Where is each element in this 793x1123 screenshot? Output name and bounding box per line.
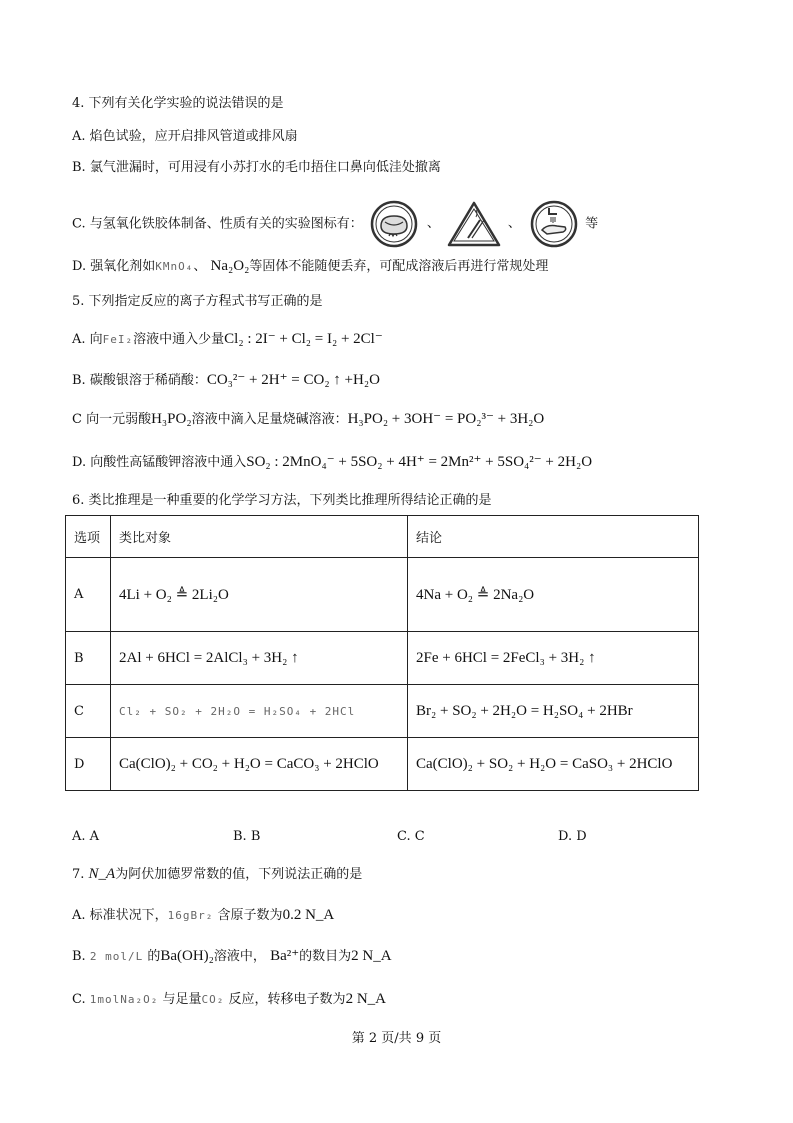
q4-option-d-sep: 、: [193, 259, 207, 274]
q4-stem: 4. 下列有关化学实验的说法错误的是: [72, 96, 284, 111]
q7-option-c: [72, 990, 386, 1009]
ion-ba: Ba²⁺: [270, 948, 300, 964]
row-option: C: [66, 685, 111, 738]
q4-option-c-suffix: 等: [585, 216, 599, 232]
formula-fei2: FeI₂: [102, 333, 134, 346]
q7-option-a-mid: 含原子数为: [217, 908, 283, 923]
q4-option-c: [72, 200, 598, 248]
q7-option-b: [72, 947, 392, 966]
hand-washing-icon: [527, 200, 581, 248]
row-object: 4Li + O₂ ≜ 2Li₂O: [111, 558, 408, 632]
row-conclusion: Ca(ClO)₂ + SO₂ + H₂O = CaSO₃ + 2HClO: [408, 738, 699, 791]
row-object: Ca(ClO)₂ + CO₂ + H₂O = CaCO₃ + 2HClO: [111, 738, 408, 791]
q5-option-c-prefix: C 向一元弱酸: [72, 412, 152, 427]
row-option: B: [66, 632, 111, 685]
q6-option-b: B. B: [233, 829, 261, 844]
table-header-row: [66, 516, 699, 558]
hot-surface-icon: [446, 200, 502, 248]
q6-option-a: A. A: [72, 829, 100, 844]
q5-option-d: [72, 453, 592, 472]
icon-separator-1: 、: [426, 216, 440, 231]
table-row: [66, 738, 699, 791]
formula-h3po2: H₃PO₂: [151, 411, 192, 427]
q7-stem-text: 为阿伏加德罗常数的值，下列说法正确的是: [115, 867, 363, 882]
table-row: [66, 685, 699, 738]
heating-icon: [367, 200, 421, 248]
q4-option-c-prefix: C. 与氢氧化铁胶体制备、性质有关的实验图标有：: [72, 216, 363, 232]
q7-option-b-prefix: B.: [72, 949, 86, 964]
q5-option-b-prefix: B. 碳酸银溶于稀硝酸：: [72, 373, 207, 388]
q6-option-d: D. D: [558, 829, 587, 844]
concentration: 2 mol/L: [89, 950, 144, 963]
q4-option-a: A. 焰色试验，应开启排风管道或排风扇: [72, 129, 298, 144]
row-conclusion: 2Fe + 6HCl = 2FeCl₃ + 3H₂ ↑: [408, 632, 699, 685]
q7-option-b-mid2: 溶液中，: [213, 949, 266, 964]
row-option: D: [66, 738, 111, 791]
q7-option-c-prefix: C.: [72, 992, 86, 1007]
q7-stem: [72, 865, 362, 884]
q7-option-a-prefix: A. 标准状况下，: [72, 908, 168, 923]
q5-option-b: [72, 371, 380, 390]
row-object: 2Al + 6HCl = 2AlCl₃ + 3H₂ ↑: [111, 632, 408, 685]
formula-baoh2: Ba(OH)₂: [160, 948, 214, 964]
q7-option-c-mid1: 与足量: [162, 992, 202, 1007]
q7-option-b-mid1: 的: [147, 949, 161, 964]
formula-co2: CO₂: [201, 993, 225, 1006]
q6-option-c: C. C: [397, 829, 425, 844]
q5-option-d-prefix: D. 向酸性高锰酸钾溶液中通入: [72, 455, 247, 470]
q5-stem: 5. 下列指定反应的离子方程式书写正确的是: [72, 294, 323, 309]
q7-option-a: [72, 906, 334, 925]
row-conclusion: Br₂ + SO₂ + 2H₂O = H₂SO₄ + 2HBr: [408, 685, 699, 738]
q5-option-a: [72, 330, 383, 349]
value-c: 2 N_A: [345, 991, 386, 1007]
q4-option-d: [72, 257, 548, 276]
header-option: 选项: [66, 516, 111, 558]
formula-na2o2: Na₂O₂: [210, 258, 250, 274]
header-conclusion: 结论: [408, 516, 699, 558]
q6-stem: 6. 类比推理是一种重要的化学学习方法，下列类比推理所得结论正确的是: [72, 493, 492, 508]
q4-option-d-prefix: D. 强氧化剂如: [72, 259, 156, 274]
symbol-na: N_A: [88, 866, 116, 882]
quantity-br2: 16gBr₂: [167, 909, 214, 922]
q7-option-b-mid3: 的数目为: [299, 949, 352, 964]
row-object: Cl₂ + SO₂ + 2H₂O = H₂SO₄ + 2HCl: [111, 685, 408, 738]
equation-b: CO₃²⁻ + 2H⁺ = CO₂ ↑ +H₂O: [206, 372, 380, 388]
q7-option-c-mid2: 反应，转移电子数为: [228, 992, 346, 1007]
q5-option-a-prefix: A. 向: [72, 332, 103, 347]
q4-option-b: B. 氯气泄漏时，可用浸有小苏打水的毛巾捂住口鼻向低洼处撤离: [72, 160, 441, 175]
analogy-table: [65, 515, 699, 791]
q5-option-c: [72, 410, 544, 429]
q4-option-d-suffix: 等固体不能随便丢弃，可配成溶液后再进行常规处理: [249, 259, 549, 274]
header-object: 类比对象: [111, 516, 408, 558]
icon-separator-2: 、: [507, 216, 521, 231]
q5-option-c-mid: 溶液中滴入足量烧碱溶液：: [191, 412, 348, 427]
table-row: [66, 632, 699, 685]
q4-icons: [367, 200, 581, 248]
row-option: A: [66, 558, 111, 632]
formula-kmno4: KMnO₄: [155, 260, 194, 273]
page-footer: 第 2 页/共 9 页: [351, 1031, 442, 1046]
equation-a: Cl₂ : 2I⁻ + Cl₂ = I₂ + 2Cl⁻: [224, 331, 383, 347]
table-row: [66, 558, 699, 632]
value-b: 2 N_A: [351, 948, 392, 964]
quantity-na2o2: 1molNa₂O₂: [89, 993, 159, 1006]
equation-c: H₃PO₂ + 3OH⁻ = PO₂³⁻ + 3H₂O: [347, 411, 545, 427]
value-a: 0.2 N_A: [282, 907, 335, 923]
q5-option-a-mid: 溶液中通入少量: [133, 332, 225, 347]
row-conclusion: 4Na + O₂ ≜ 2Na₂O: [408, 558, 699, 632]
q7-number: 7.: [72, 867, 85, 882]
equation-d: SO₂ : 2MnO₄⁻ + 5SO₂ + 4H⁺ = 2Mn²⁺ + 5SO₄²⁻ + 2H₂O: [246, 454, 593, 470]
